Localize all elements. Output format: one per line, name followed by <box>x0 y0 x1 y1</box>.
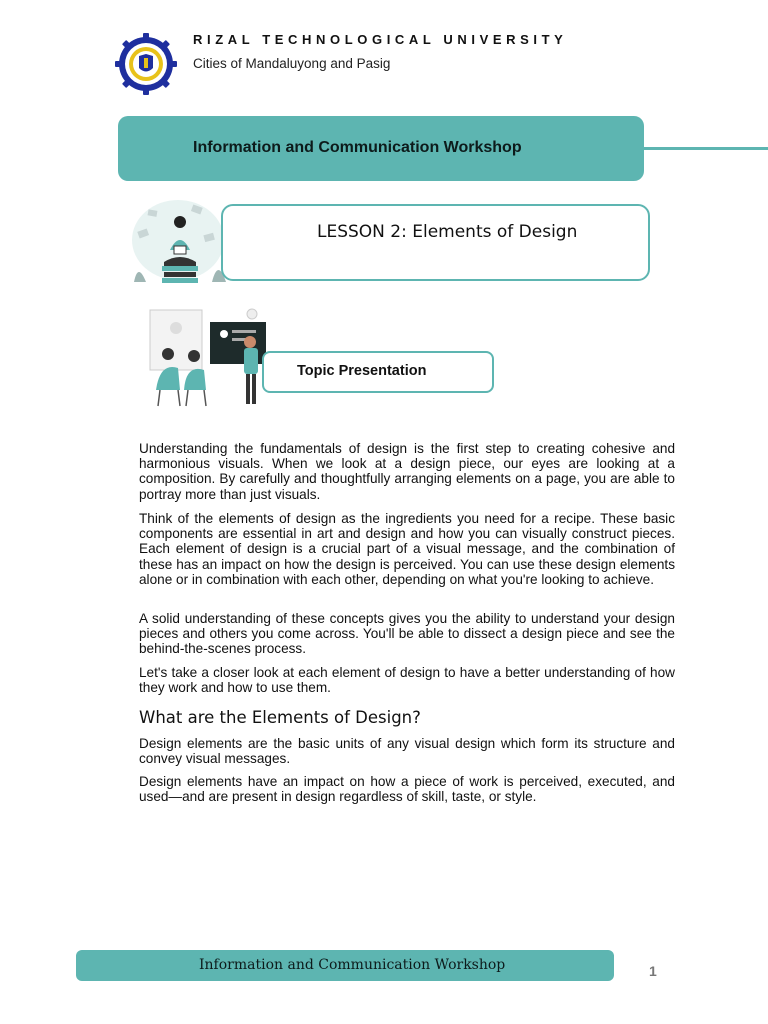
body-paragraph-2: Think of the elements of design as the ingredients you need for a recipe. These basic components are essential in art and design and how you can visually construct pieces. Each element of design is a crucial part of a visual message, and the combination of these has an impact on how the design is perceived. You can use these design elements alone or in combination with each other, depending on what you're looking to achieve. <box>139 511 675 587</box>
university-seal-logo <box>114 32 178 96</box>
university-subtitle: Cities of Mandaluyong and Pasig <box>193 56 391 71</box>
banner-connector-line <box>644 147 768 150</box>
lesson-title-box <box>221 204 650 281</box>
body-paragraph-5: Design elements are the basic units of any visual design which form its structure and convey visual messages. <box>139 736 675 767</box>
presentation-illustration <box>146 306 272 410</box>
course-banner-title: Information and Communication Workshop <box>193 139 522 156</box>
body-paragraph-4: Let's take a closer look at each element of design to have a better understanding of how they work and how to use them. <box>139 665 675 696</box>
lesson-title: LESSON 2: Elements of Design <box>317 222 578 242</box>
section-heading: What are the Elements of Design? <box>139 708 421 727</box>
page-number: 1 <box>649 963 657 979</box>
body-paragraph-3: A solid understanding of these concepts gives you the ability to understand your design pieces and others you come across. You'll be able to dissect a design piece and see the behind-the-scenes process. <box>139 611 675 657</box>
footer-title: Information and Communication Workshop <box>199 957 506 973</box>
body-paragraph-1: Understanding the fundamentals of design is the first step to creating cohesive and harmonious visuals. When we look at a design piece, our eyes are looking at a composition. By carefully and thoughtfully arranging elements on a page, you are able to portray more than just visuals. <box>139 441 675 502</box>
body-paragraph-6: Design elements have an impact on how a piece of work is perceived, executed, and used—and are present in design regardless of skill, taste, or style. <box>139 774 675 805</box>
university-name: RIZAL TECHNOLOGICAL UNIVERSITY <box>193 32 568 47</box>
reading-person-illustration <box>128 196 232 284</box>
topic-label: Topic Presentation <box>297 363 427 379</box>
